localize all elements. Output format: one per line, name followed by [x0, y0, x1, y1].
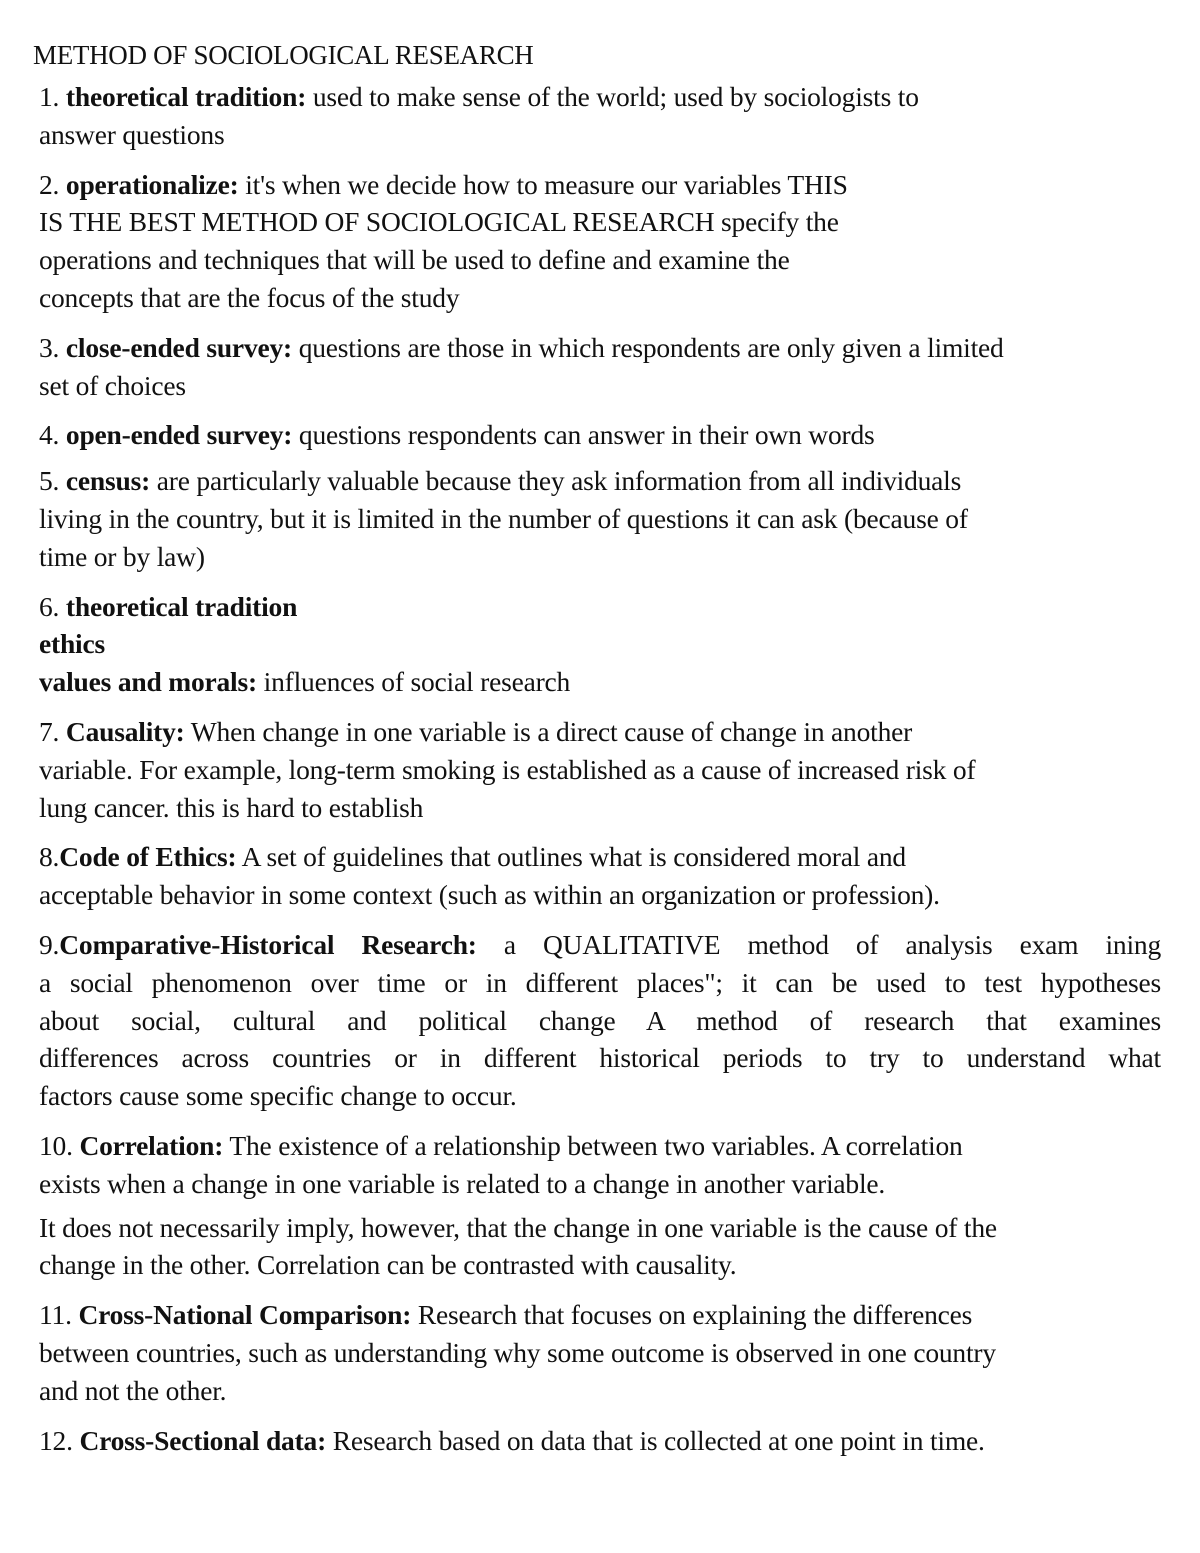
item-text: a QUALITATIVE method of analysis exam ining [476, 928, 1162, 960]
item-text: set of choices [39, 369, 186, 401]
list-item-1 [39, 78, 1170, 154]
item-text: exists when a change in one variable is related to a change in another variable. [39, 1167, 886, 1199]
item-text: operations and techniques that will be used to define and examine the [39, 244, 790, 276]
item-text: differences across countries or in different historical periods to try to understand what [39, 1042, 1161, 1074]
item-text: it's when we decide how to measure our variables THIS [238, 168, 848, 200]
list-item-2 [39, 166, 1170, 317]
item-term: theoretical tradition [65, 590, 298, 622]
item-text: Research based on data that is collected at one point in time. [326, 1424, 985, 1456]
item-number: 8. [39, 841, 60, 873]
item-text: acceptable behavior in some context (such as within an organization or profession). [39, 879, 940, 911]
list-item-4 [39, 416, 1170, 454]
item-term: Cross-Sectional data: [79, 1424, 327, 1456]
item-term: Correlation: [79, 1129, 224, 1161]
item-text: IS THE BEST METHOD OF SOCIOLOGICAL RESEARCH specify the [39, 206, 839, 238]
item-number: 7. [39, 715, 66, 747]
item-number: 10. [39, 1129, 80, 1161]
list-item-9 [39, 926, 1170, 1115]
definition-list [33, 78, 1170, 1459]
item-term: open-ended survey: [65, 419, 293, 451]
item-term: ethics [39, 628, 106, 660]
list-item-6 [39, 588, 1170, 701]
item-term: close-ended survey: [65, 331, 293, 363]
item-number: 6. [39, 590, 66, 622]
item-term: operationalize: [65, 168, 239, 200]
item-text: It does not necessarily imply, however, that the change in one variable is the cause of the [39, 1211, 997, 1243]
item-text: A set of guidelines that outlines what is considered moral and [236, 841, 906, 873]
item-text: time or by law) [39, 540, 205, 572]
list-item-10 [39, 1127, 1170, 1203]
item-text: answer questions [39, 118, 225, 150]
item-term: census: [65, 465, 151, 497]
list-item-12 [39, 1422, 1170, 1460]
item-text: concepts that are the focus of the study [39, 281, 460, 313]
list-item-7 [39, 713, 1170, 826]
list-item-8 [39, 838, 1170, 914]
item-text: between countries, such as understanding why some outcome is observed in one country [39, 1336, 996, 1368]
item-text: are particularly valuable because they ask information from all individuals [150, 465, 962, 497]
item-text: change in the other. Correlation can be contrasted with causality. [39, 1249, 737, 1281]
item-text: variable. For example, long-term smoking is established as a cause of increased risk of [39, 753, 976, 785]
item-number: 9. [39, 928, 60, 960]
item-text: The existence of a relationship between two variables. A correlation [223, 1129, 963, 1161]
item-term: Code of Ethics: [59, 841, 237, 873]
item-number: 3. [39, 331, 66, 363]
item-text: Research that focuses on explaining the differences [411, 1299, 973, 1331]
item-text: questions respondents can answer in their own words [292, 419, 875, 451]
item-text: influences of social research [256, 666, 571, 698]
item-text: a social phenomenon over time or in different places"; it can be used to test hypotheses [39, 966, 1161, 998]
item-text: lung cancer. this is hard to establish [39, 791, 424, 823]
item-term: Causality: [65, 715, 185, 747]
item-text: factors cause some specific change to occur. [39, 1080, 517, 1112]
item-term: theoretical tradition: [65, 81, 307, 112]
list-item-10-continuation [39, 1209, 1170, 1285]
item-text: questions are those in which respondents are only given a limited [292, 331, 1004, 363]
item-number: 2. [39, 168, 66, 200]
item-text: used to make sense of the world; used by sociologists to [306, 81, 919, 112]
item-number: 4. [39, 419, 66, 451]
item-number: 12. [39, 1424, 80, 1456]
list-item-5 [39, 462, 1170, 575]
item-term: Comparative-Historical Research: [59, 928, 477, 960]
item-number: 1. [39, 81, 66, 112]
item-text: about social, cultural and political change A method of research that examines [39, 1004, 1161, 1036]
item-term: Cross-National Comparison: [78, 1299, 412, 1331]
item-term: values and morals: [39, 666, 257, 698]
item-text: living in the country, but it is limited in the number of questions it can ask (because of [39, 502, 968, 534]
item-number: 11. [39, 1299, 79, 1331]
item-text: When change in one variable is a direct cause of change in another [184, 715, 913, 747]
list-item-11 [39, 1296, 1170, 1409]
item-number: 5. [39, 465, 66, 497]
page-title: METHOD OF SOCIOLOGICAL RESEARCH [33, 40, 534, 70]
list-item-3 [39, 329, 1170, 405]
item-text: and not the other. [39, 1374, 227, 1406]
